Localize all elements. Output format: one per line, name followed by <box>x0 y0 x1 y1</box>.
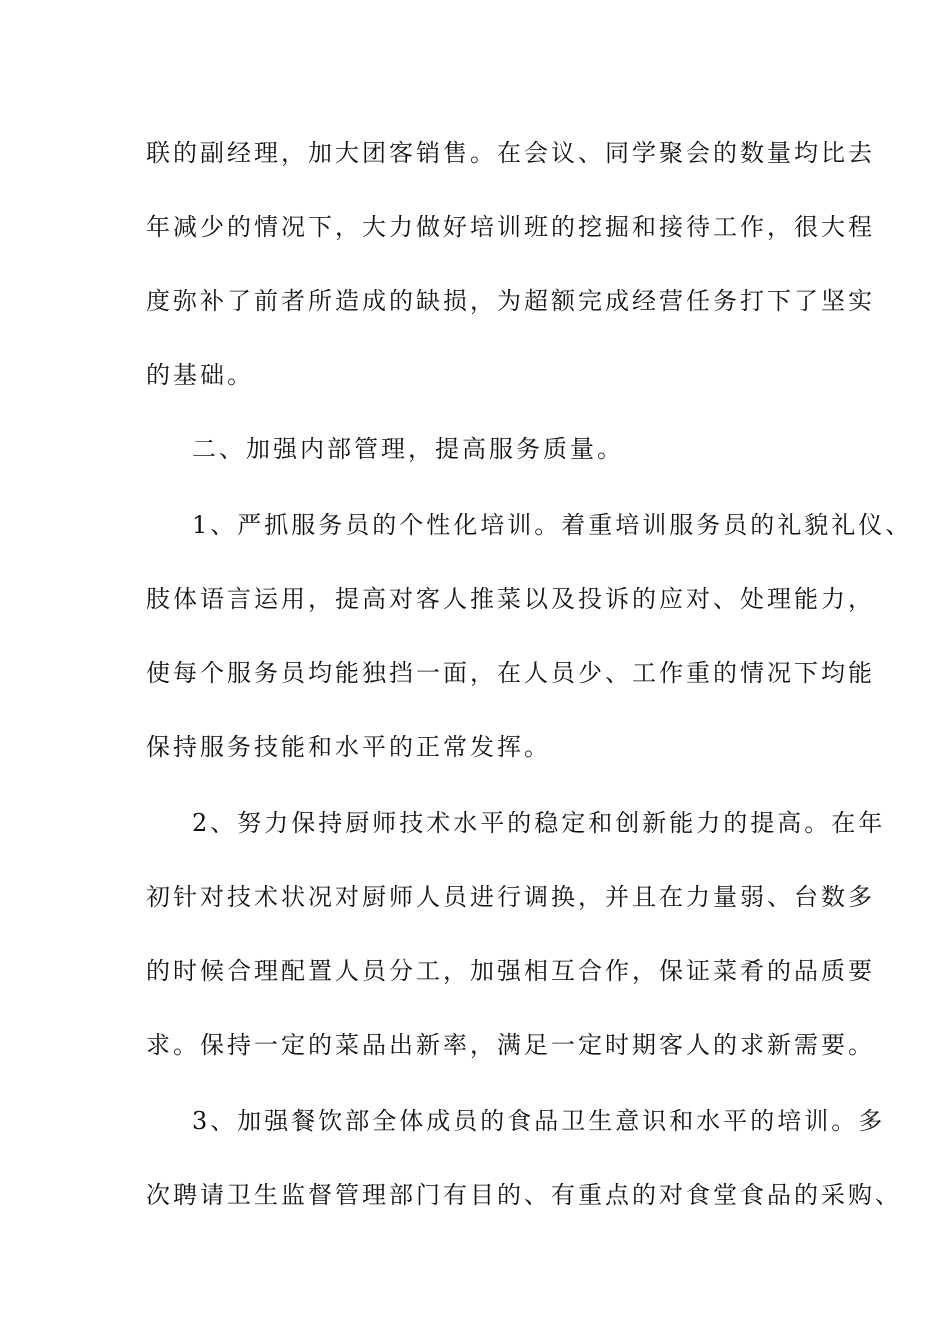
text-line-4: 的基础。 <box>146 361 254 389</box>
text-line-15: 次聘请卫生监督管理部门有目的、有重点的对食堂食品的采购、 <box>146 1181 902 1209</box>
text-line-7: 肢体语言运用，提高对客人推菜以及投诉的应对、处理能力， <box>146 585 875 613</box>
section-heading: 二、加强内部管理，提高服务质量。 <box>192 435 624 463</box>
text-line-13: 求。保持一定的菜品出新率，满足一定时期客人的求新需要。 <box>146 1031 875 1059</box>
text-line-12: 的时候合理配置人员分工，加强相互合作，保证菜肴的品质要 <box>146 957 875 985</box>
text-line-11: 初针对技术状况对厨师人员进行调换，并且在力量弱、台数多 <box>146 883 875 911</box>
text-line-1: 联的副经理，加大团客销售。在会议、同学聚会的数量均比去 <box>146 139 875 167</box>
text-line-3: 度弥补了前者所造成的缺损，为超额完成经营任务打下了坚实 <box>146 287 875 315</box>
text-line-14: 3、加强餐饮部全体成员的食品卫生意识和水平的培训。多 <box>192 1107 886 1135</box>
text-line-2: 年减少的情况下，大力做好培训班的挖掘和接待工作，很大程 <box>146 213 875 241</box>
text-line-10: 2、努力保持厨师技术水平的稳定和创新能力的提高。在年 <box>192 809 886 837</box>
text-line-8: 使每个服务员均能独挡一面，在人员少、工作重的情况下均能 <box>146 659 875 687</box>
text-line-9: 保持服务技能和水平的正常发挥。 <box>146 733 551 761</box>
text-line-6: 1、严抓服务员的个性化培训。着重培训服务员的礼貌礼仪、 <box>192 511 913 539</box>
